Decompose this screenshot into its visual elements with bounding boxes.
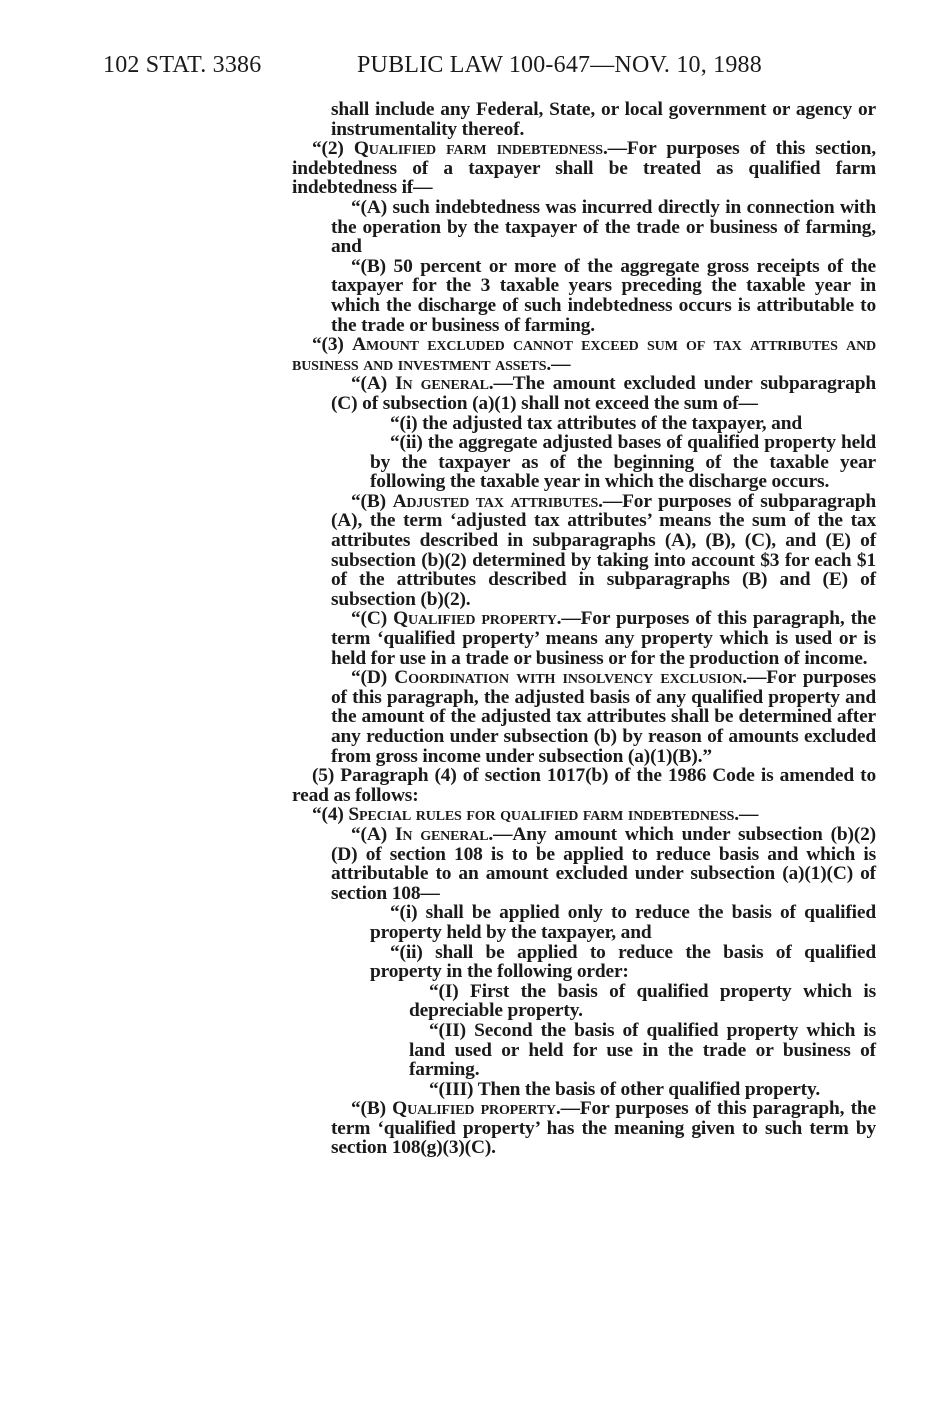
running-title: PUBLIC LAW 100-647—NOV. 10, 1988 [357,52,762,78]
section-heading: Qualified farm indebtedness. [353,138,608,160]
section-heading: Coordination with insolvency exclusion. [394,667,747,689]
section-heading: In general. [395,373,494,395]
paragraph-2-A: “(A) such indebtedness was incurred directly in connection with the operation by the taxpayer of the trade or business of farming, and [331,196,876,258]
section-heading: Qualified property. [393,608,562,630]
paragraph-3-C: “(C) Qualified property.—For purposes of this paragraph, the term ‘qualified property’ means any property which is used or is held for use in a trade or business or for the production of income. [331,608,876,669]
paragraph-4-A: “(A) In general.—Any amount which under subsection (b)(2)(D) of section 108 is to be applied to reduce basis and which is attributable to an amount excluded under subsection (a)(1)(C) of section 108— [331,823,876,904]
paragraph-3-D: “(D) Coordination with insolvency exclusion.—For purposes of this paragraph, the adjusted basis of any qualified property and the amount of the adjusted tax attributes shall be determined after any reduction under subsection (b) by reason of amounts excluded from gross income under subsection (a)(1)(B).” [331,667,876,767]
paragraph-4: “(4) Special rules for qualified farm indebtedness.— [312,804,759,826]
paragraph-3-A-ii: “(ii) the aggregate adjusted bases of qualified property held by the taxpayer as of the beginning of the taxable year following the taxable year in which the discharge occurs. [370,432,876,493]
section-heading: In general. [394,823,494,845]
paragraph-4-A-ii-I: “(I) First the basis of qualified property which is depreciable property. [409,980,876,1022]
section-heading: Qualified property. [392,1098,561,1120]
paragraph: shall include any Federal, State, or local government or agency or instrumentality thereof. [331,99,876,140]
paragraph-2: “(2) Qualified farm indebtedness.—For purposes of this section, indebtedness of a taxpayer shall be treated as qualified farm indebtedness if— [292,138,876,199]
paragraph-4-A-i: “(i) shall be applied only to reduce the basis of qualified property held by the taxpayer, and [370,902,876,943]
paragraph-4-B: “(B) Qualified property.—For purposes of this paragraph, the term ‘qualified property’ has the meaning given to such term by section 108(g)(3)(C). [331,1098,876,1159]
document-body [292,100,876,1158]
paragraph-3: “(3) Amount excluded cannot exceed sum of tax attributes and business and investment assets.— [292,334,876,375]
paragraph-4-A-ii: “(ii) shall be applied to reduce the basis of qualified property in the following order: [370,941,876,983]
paragraph-3-A-i: “(i) the adjusted tax attributes of the taxpayer, and [390,412,802,434]
paragraph-3-A: “(A) In general.—The amount excluded under subparagraph (C) of subsection (a)(1) shall not exceed the sum of— [331,373,876,414]
paragraph-5: (5) Paragraph (4) of section 1017(b) of the 1986 Code is amended to read as follows: [292,765,876,806]
page-reference: 102 STAT. 3386 [103,52,262,78]
paragraph-4-A-ii-III: “(III) Then the basis of other qualified property. [429,1078,821,1100]
paragraph-3-B: “(B) Adjusted tax attributes.—For purposes of subparagraph (A), the term ‘adjusted tax attributes’ means the sum of the tax attributes described in subparagraphs (A), (B), (C), and (E) of subsection (b)(2) determined by taking into account $3 for each $1 of the attributes described in subparagraphs (B) and (E) of subsection (b)(2). [331,490,876,610]
paragraph-4-A-ii-II: “(II) Second the basis of qualified property which is land used or held for use in the trade or business of farming. [409,1019,876,1081]
section-heading: Adjusted tax attributes. [392,490,603,512]
section-heading: Special rules for qualified farm indebtedness. [348,804,739,826]
paragraph-2-B: “(B) 50 percent or more of the aggregate gross receipts of the taxpayer for the 3 taxable years preceding the taxable year in which the discharge of such indebtedness occurs is attributable to the trade or business of farming. [331,255,876,336]
section-heading: Amount excluded cannot exceed sum of tax attributes and business and investment assets. [292,334,876,375]
